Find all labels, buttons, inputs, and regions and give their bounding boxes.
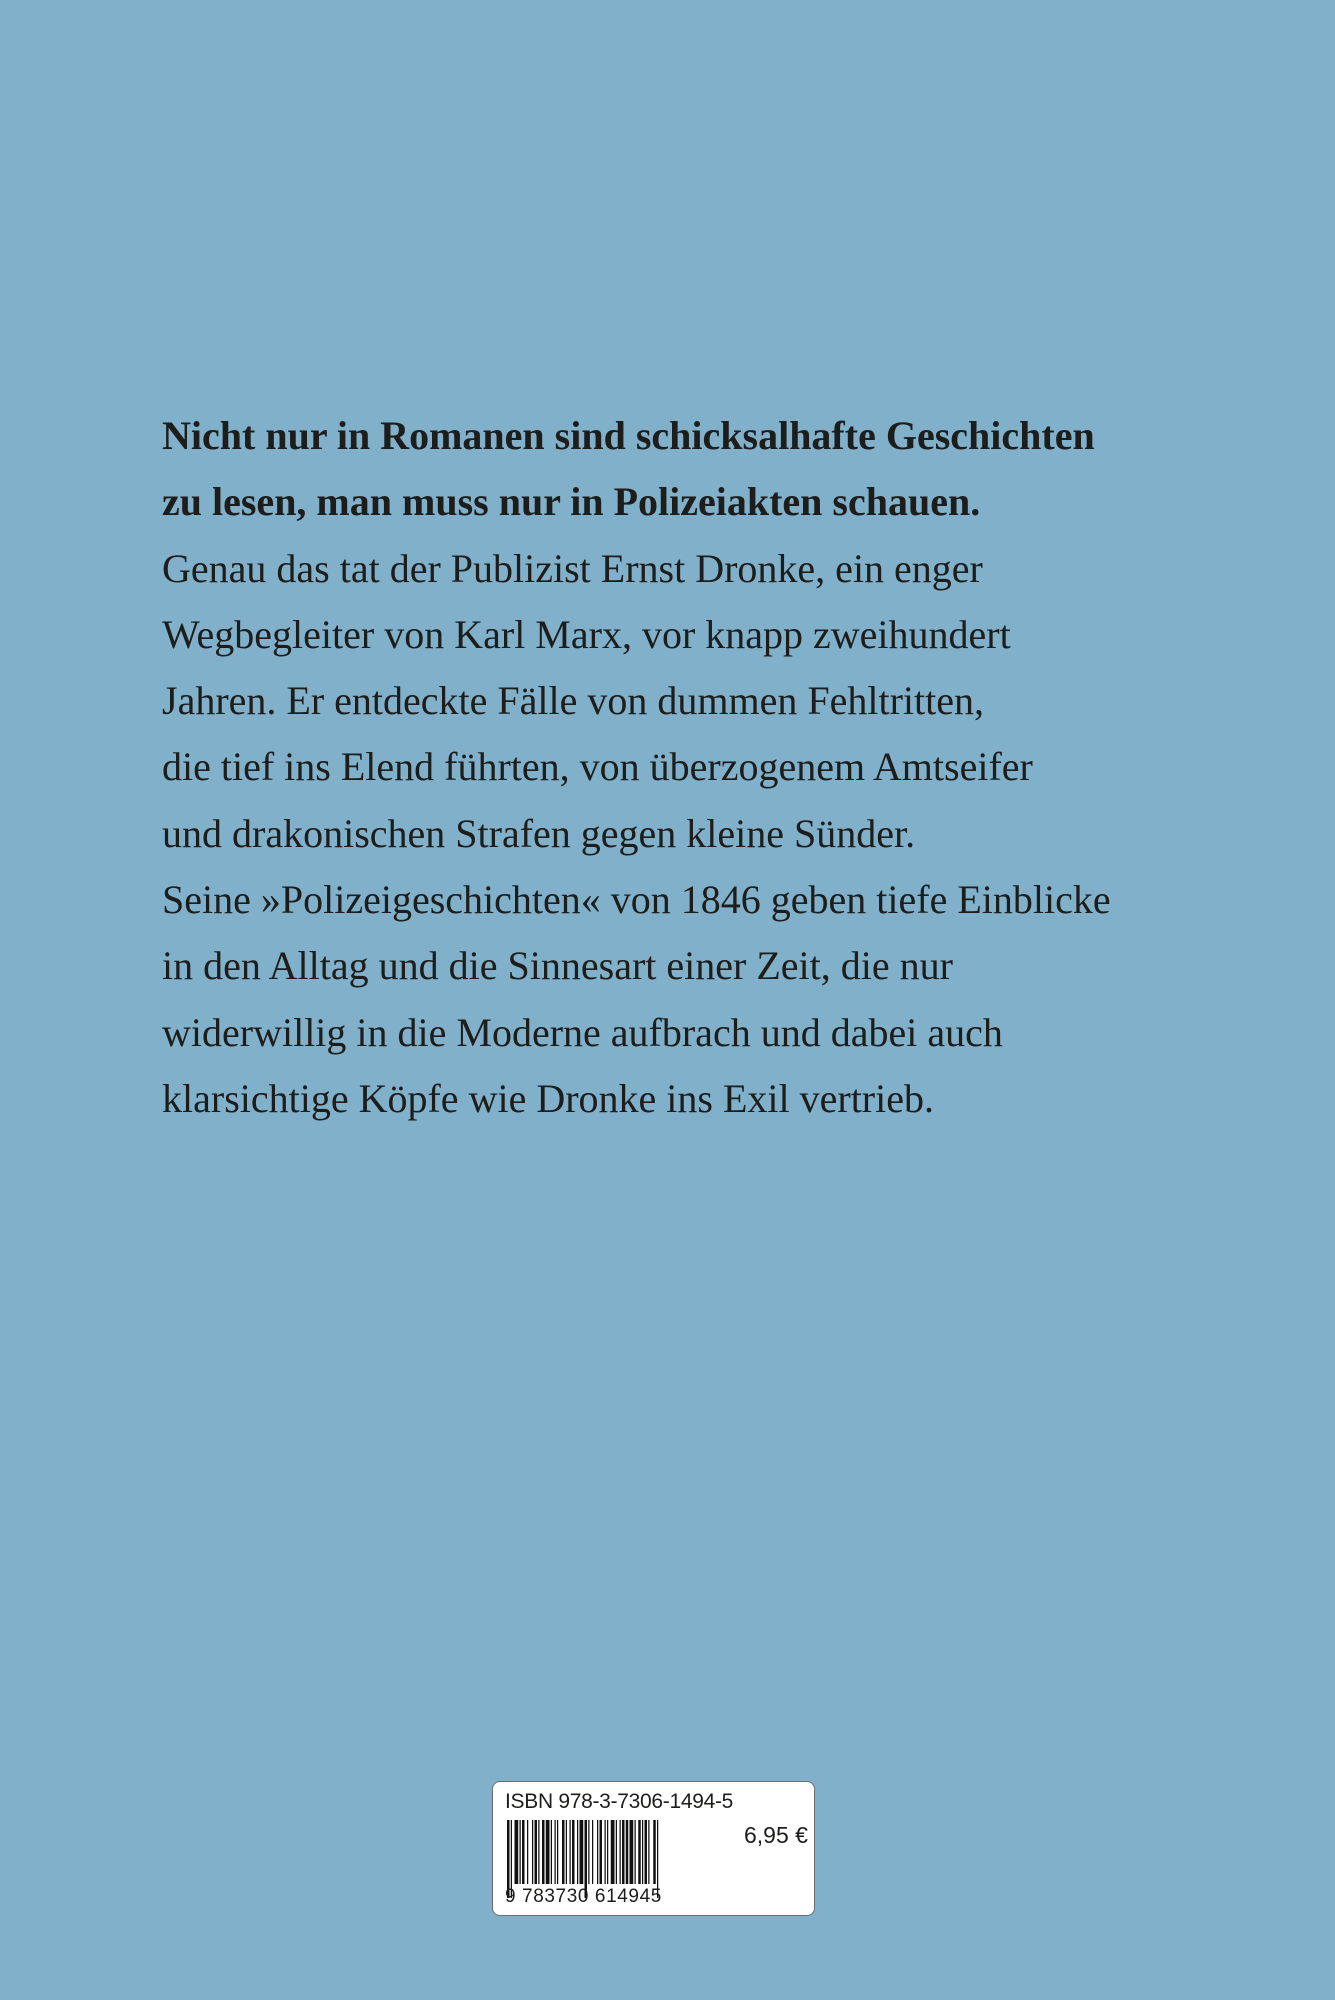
barcode-stripe xyxy=(635,1820,636,1884)
barcode-stripe xyxy=(555,1820,556,1884)
barcode-stripe xyxy=(645,1820,648,1884)
barcode-stripe xyxy=(638,1820,641,1884)
blurb-body-line: Seine »Polizeigeschichten« von 1846 geben tiefe Einblicke xyxy=(162,877,1111,923)
barcode-stripe xyxy=(588,1820,589,1884)
barcode-stripe xyxy=(551,1820,552,1884)
barcode-stripe xyxy=(527,1820,528,1884)
barcode-stripe xyxy=(515,1820,519,1884)
barcode-stripe xyxy=(580,1820,584,1884)
barcode-stripe xyxy=(572,1820,575,1884)
barcode-stripe xyxy=(620,1820,621,1884)
blurb-body-line: Genau das tat der Publizist Ernst Dronke, ein enger xyxy=(162,545,983,591)
back-cover-blurb xyxy=(162,403,1172,1132)
barcode-stripe xyxy=(622,1820,625,1884)
barcode-stripe xyxy=(600,1820,603,1884)
barcode-stripe xyxy=(607,1820,608,1884)
barcode-stripe xyxy=(648,1820,649,1884)
barcode-stripe xyxy=(532,1820,533,1884)
barcode-stripe xyxy=(597,1820,598,1884)
isbn-number: ISBN 978-3-7306-1494-5 xyxy=(505,1790,734,1813)
barcode-stripe xyxy=(542,1820,545,1884)
barcode-stripe xyxy=(653,1820,656,1884)
barcode-stripe xyxy=(642,1820,643,1884)
barcode-stripe xyxy=(616,1820,617,1884)
barcode-stripe xyxy=(538,1820,539,1884)
barcode-stripe xyxy=(520,1820,521,1884)
blurb-lead-line: zu lesen, man muss nur in Polizeiakten schauen. xyxy=(162,479,981,525)
barcode-stripe xyxy=(566,1820,567,1884)
barcode-stripe xyxy=(577,1820,578,1884)
blurb-body-line: Wegbegleiter von Karl Marx, vor knapp zweihundert xyxy=(162,611,1011,657)
barcode-stripe xyxy=(605,1820,606,1884)
blurb-body-line: und drakonischen Strafen gegen kleine Sünder. xyxy=(162,810,916,856)
blurb-body-line: in den Alltag und die Sinnesart einer Zeit, die nur xyxy=(162,943,953,989)
barcode-stripe xyxy=(630,1820,634,1884)
barcode-stripe xyxy=(557,1820,558,1884)
barcode-stripe xyxy=(546,1820,550,1884)
barcode-stripe xyxy=(611,1820,615,1884)
barcode-stripe xyxy=(626,1820,629,1884)
blurb-body-line: die tief ins Elend führten, von überzogenem Amtseifer xyxy=(162,744,1033,790)
blurb-lead-line: Nicht nur in Romanen sind schicksalhafte Geschichten xyxy=(162,413,1095,458)
price-label: 6,95 € xyxy=(744,1822,808,1848)
barcode-stripe xyxy=(535,1820,538,1884)
barcode-stripe xyxy=(562,1820,565,1884)
barcode-label xyxy=(492,1781,815,1916)
barcode-stripe xyxy=(522,1820,525,1884)
blurb-body-line: klarsichtige Köpfe wie Dronke ins Exil vertrieb. xyxy=(162,1075,934,1121)
blurb-body-line: widerwillig in die Moderne aufbrach und dabei auch xyxy=(162,1009,1003,1055)
barcode-stripe xyxy=(592,1820,593,1884)
barcode-digits: 9 783730 614945 xyxy=(505,1886,662,1907)
blurb-body-line: Jahren. Er entdeckte Fälle von dummen Fehltritten, xyxy=(162,678,984,724)
barcode-stripe xyxy=(570,1820,571,1884)
